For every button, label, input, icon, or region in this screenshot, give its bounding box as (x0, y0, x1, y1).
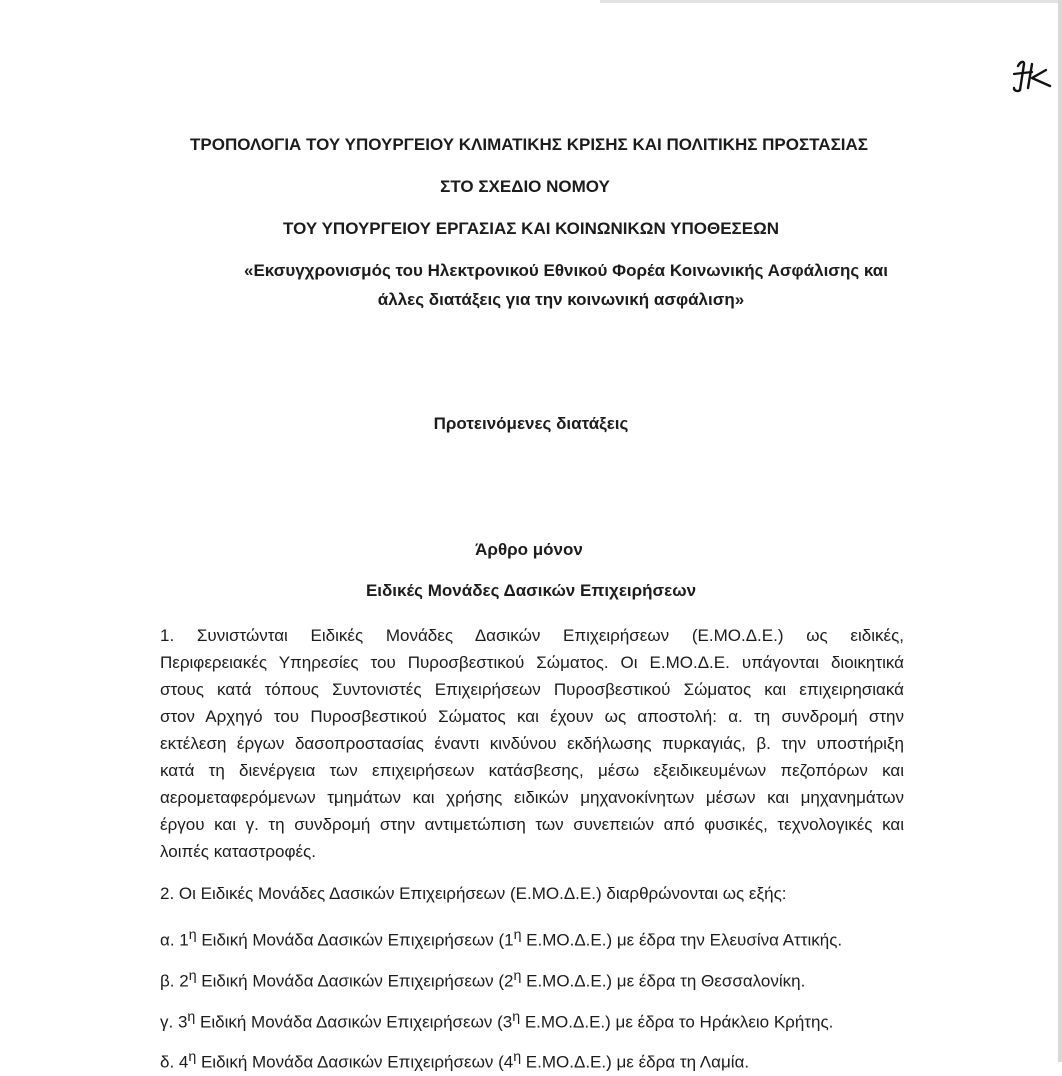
list-item-text: Ε.ΜΟ.Δ.Ε.) με έδρα την Ελευσίνα Αττικής. (521, 930, 843, 950)
list-item-prefix: α. 1 (160, 930, 189, 950)
paragraph-line: εκτέλεση έργων δασοπροστασίας έναντι κινδύνου εκδήλωσης πυρκαγιάς, β. την υποστήριξη (160, 734, 904, 753)
ministry-label: ΤΟΥ ΥΠΟΥΡΓΕΙΟΥ ΕΡΓΑΣΙΑΣ ΚΑΙ ΚΟΙΝΩΝΙΚΩΝ ΥΠΟΘΕΣΕΩΝ (283, 219, 779, 238)
proposed-provisions-heading: Προτεινόμενες διατάξεις (433, 414, 629, 433)
list-item-text: Ειδική Μονάδα Δασικών Επιχειρήσεων (1 (196, 930, 514, 950)
list-item-text: Ε.ΜΟ.Δ.Ε.) με έδρα τη Λαμία. (521, 1052, 750, 1072)
paragraph-line: Περιφερειακές Υπηρεσίες του Πυροσβεστικού Σώματος. Οι Ε.ΜΟ.Δ.Ε. υπάγονται διοικητικά (160, 653, 904, 672)
ordinal-suffix: η (187, 1009, 196, 1025)
paragraph-line: αερομεταφερόμενων τμημάτων και χρήσης ειδικών μηχανοκίνητων μέσων και μηχανημάτων (160, 788, 904, 807)
list-item (160, 963, 805, 995)
paragraph-1 (160, 622, 904, 865)
list-item-text: Ειδική Μονάδα Δασικών Επιχειρήσεων (3 (195, 1012, 513, 1032)
scan-edge-right (1058, 0, 1062, 1062)
list-item (160, 1044, 749, 1076)
list-item-text: Ειδική Μονάδα Δασικών Επιχειρήσεων (4 (196, 1052, 514, 1072)
list-item (160, 1004, 833, 1036)
bill-title-line-2: άλλες διατάξεις για την κοινωνική ασφάλιση» (377, 290, 745, 309)
ordinal-suffix: η (513, 927, 522, 943)
bill-title-line-1: «Εκσυγχρονισμός του Ηλεκτρονικού Εθνικού Φορέα Κοινωνικής Ασφάλισης και (244, 261, 888, 280)
ordinal-suffix: η (188, 927, 197, 943)
paragraph-line: λοιπές καταστροφές. (160, 842, 316, 861)
ordinal-suffix: η (188, 1049, 197, 1065)
paragraph-2: 2. Οι Ειδικές Μονάδες Δασικών Επιχειρήσεων (Ε.ΜΟ.Δ.Ε.) διαρθρώνονται ως εξής: (160, 884, 787, 903)
paragraph-line: 1. Συνιστώνται Ειδικές Μονάδες Δασικών Επιχειρήσεων (Ε.ΜΟ.Δ.Ε.) ως ειδικές, (160, 626, 904, 645)
paragraph-line: έργου και γ. τη συνδρομή στην αντιμετώπιση των συνεπειών από φυσικές, τεχνολογικές και (160, 815, 904, 834)
article-subtitle: Ειδικές Μονάδες Δασικών Επιχειρήσεων (365, 581, 697, 600)
list-item-text: Ειδική Μονάδα Δασικών Επιχειρήσεων (2 (196, 971, 514, 991)
scan-edge-top (600, 0, 1062, 3)
list-item-text: Ε.ΜΟ.Δ.Ε.) με έδρα το Ηράκλειο Κρήτης. (520, 1012, 834, 1032)
article-title: Άρθρο μόνον (475, 540, 583, 559)
amendment-title: ΤΡΟΠΟΛΟΓΙΑ ΤΟΥ ΥΠΟΥΡΓΕΙΟΥ ΚΛΙΜΑΤΙΚΗΣ ΚΡΙΣΗΣ ΚΑΙ ΠΟΛΙΤΙΚΗΣ ΠΡΟΣΤΑΣΙΑΣ (190, 135, 868, 154)
list-item-text: Ε.ΜΟ.Δ.Ε.) με έδρα τη Θεσσαλονίκη. (521, 971, 806, 991)
list-item-prefix: β. 2 (160, 971, 189, 991)
list-item (160, 922, 842, 954)
paragraph-line: στους κατά τόπους Συντονιστές Επιχειρήσεων Πυροσβεστικού Σώματος και επιχειρησιακά (160, 680, 904, 699)
ordinal-suffix: η (512, 1009, 521, 1025)
ordinal-suffix: η (513, 968, 522, 984)
ordinal-suffix: η (188, 968, 197, 984)
ordinal-suffix: η (513, 1049, 522, 1065)
paragraph-line: στον Αρχηγό του Πυροσβεστικού Σώματος και έχουν ως αποστολή: α. τη συνδρομή στην (160, 707, 904, 726)
list-item-prefix: γ. 3 (160, 1012, 188, 1032)
bill-label: ΣΤΟ ΣΧΕΔΙΟ ΝΟΜΟΥ (440, 177, 610, 196)
handwritten-initials (1010, 56, 1056, 96)
list-item-prefix: δ. 4 (160, 1052, 189, 1072)
paragraph-line: κατά τη διενέργεια των επιχειρήσεων κατάσβεσης, μέσω εξειδικευμένων πεζοπόρων και (160, 761, 904, 780)
